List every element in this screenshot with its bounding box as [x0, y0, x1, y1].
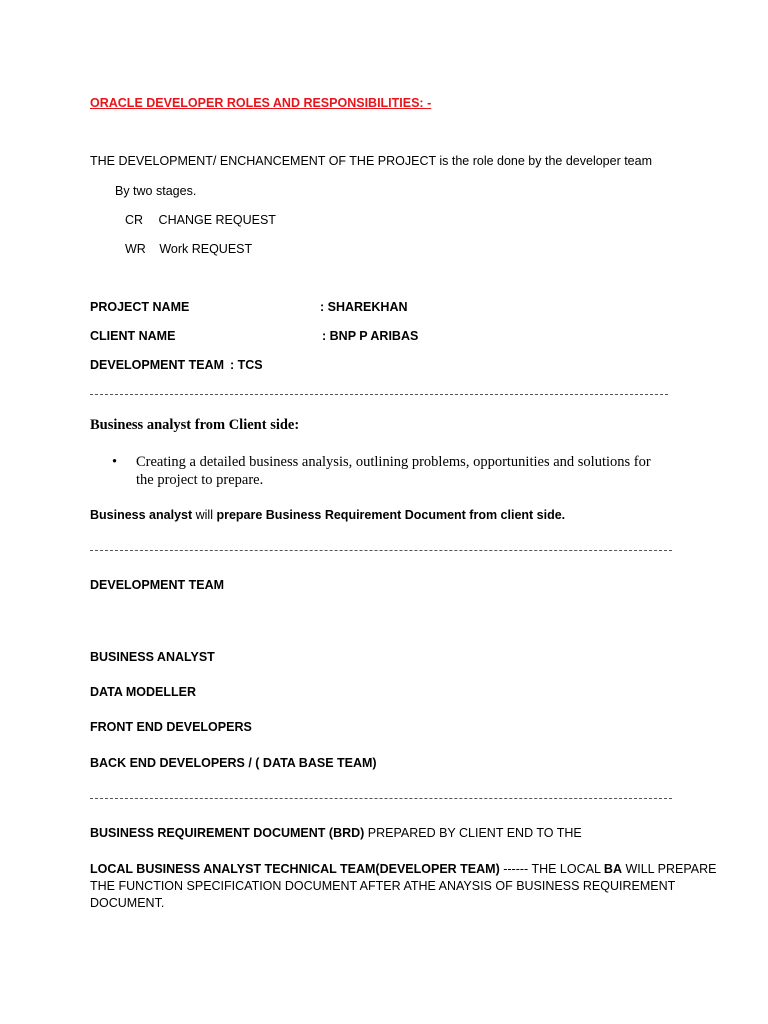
team-role: DATA MODELLER: [90, 685, 197, 699]
client-name-row: [90, 328, 490, 344]
divider: [90, 550, 672, 551]
divider: [90, 798, 672, 799]
ba-prepare-1: Business analyst: [90, 508, 193, 522]
dev-team-value: : TCS: [230, 358, 263, 372]
intro-line: [90, 153, 652, 169]
fsd-line-end: DOCUMENT.: [90, 896, 165, 910]
dev-team-label: DEVELOPMENT TEAM: [90, 358, 225, 372]
fsd-line: THE FUNCTION SPECIFICATION DOCUMENT AFTER ATHE ANAYSIS OF BUSINESS REQUIREMENT: [90, 879, 676, 893]
team-heading: DEVELOPMENT TEAM: [90, 578, 225, 592]
wr-code: WR: [125, 242, 146, 256]
ba-bullet-text: Creating a detailed business analysis, outlining problems, opportunities and solutions for: [136, 454, 651, 470]
ba-prepare-3: prepare Business Requirement Document from client side.: [216, 508, 566, 522]
bullet-icon: •: [112, 454, 118, 470]
local-ba-rest: WILL PREPARE: [621, 862, 717, 876]
intro-lead: THE DEVELOPMENT/ ENCHANCEMENT OF THE PROJECT: [90, 154, 436, 168]
cr-code: CR: [125, 213, 144, 227]
dev-team-row: [90, 357, 490, 373]
project-name-value: : SHAREKHAN: [320, 300, 408, 314]
local-ba-bold: LOCAL BUSINESS ANALYST TECHNICAL TEAM(DEVELOPER TEAM): [90, 862, 500, 876]
ba-bullet-text-cont: the project to prepare.: [136, 472, 264, 488]
divider: [90, 394, 668, 395]
project-name-label: PROJECT NAME: [90, 300, 190, 314]
brd-line: [90, 825, 582, 841]
project-name-row: [90, 299, 490, 315]
client-name-value: : BNP P ARIBAS: [322, 329, 419, 343]
team-role: FRONT END DEVELOPERS: [90, 720, 252, 734]
wr-line: [125, 241, 252, 257]
local-ba-line: [90, 861, 716, 877]
team-role: BUSINESS ANALYST: [90, 650, 215, 664]
stages-line: By two stages.: [115, 184, 197, 198]
wr-label: Work REQUEST: [159, 242, 253, 256]
local-ba-dash: ------ THE LOCAL: [499, 862, 604, 876]
cr-label: CHANGE REQUEST: [158, 213, 276, 227]
ba-heading: Business analyst from Client side:: [90, 417, 300, 433]
local-ba-ba: BA: [603, 862, 622, 876]
cr-line: [125, 212, 276, 228]
ba-prepare-line: [90, 507, 565, 523]
brd-line-rest: PREPARED BY CLIENT END TO THE: [364, 826, 582, 840]
team-role: BACK END DEVELOPERS / ( DATA BASE TEAM): [90, 756, 377, 770]
ba-prepare-2: will: [192, 508, 217, 522]
intro-rest: is the role done by the developer team: [435, 154, 652, 168]
brd-line-bold: BUSINESS REQUIREMENT DOCUMENT (BRD): [90, 826, 365, 840]
document-title: ORACLE DEVELOPER ROLES AND RESPONSIBILITIES: -: [90, 96, 432, 110]
client-name-label: CLIENT NAME: [90, 329, 176, 343]
